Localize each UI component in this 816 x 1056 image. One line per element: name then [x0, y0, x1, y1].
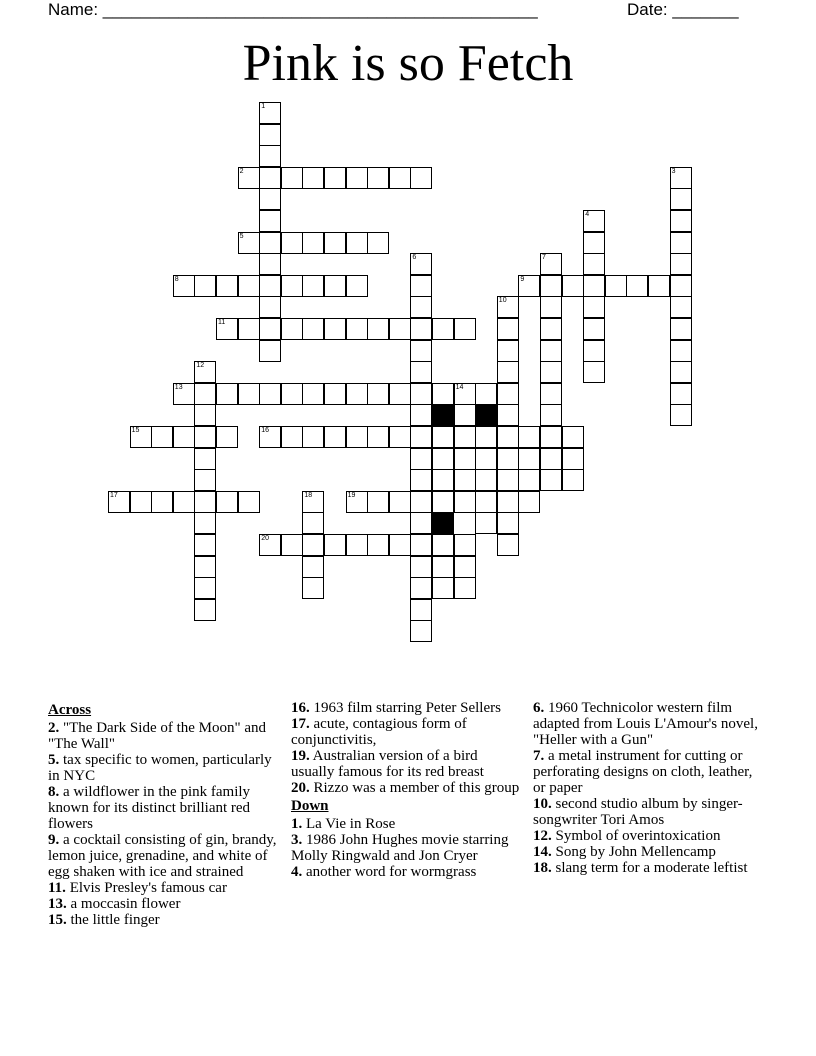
grid-cell[interactable] [216, 318, 238, 340]
grid-cell[interactable] [670, 340, 692, 362]
clue-text: Symbol of overintoxication [551, 828, 721, 844]
grid-cell[interactable] [151, 491, 173, 513]
grid-cell[interactable] [281, 275, 303, 297]
grid-cell[interactable] [432, 556, 454, 578]
grid-cell[interactable] [410, 556, 432, 578]
grid-cell[interactable] [281, 318, 303, 340]
grid-cell[interactable] [432, 534, 454, 556]
grid-cell[interactable] [324, 167, 346, 189]
clue [533, 860, 768, 876]
grid-cell[interactable] [497, 296, 519, 318]
clue-number-label: 11 [218, 319, 226, 326]
clue-text: La Vie in Rose [302, 816, 396, 832]
grid-cell[interactable] [281, 167, 303, 189]
clue-number-label: 16 [261, 427, 269, 434]
clue-number: 20. [291, 780, 310, 796]
grid-cell[interactable] [238, 318, 260, 340]
grid-cell[interactable] [497, 448, 519, 470]
grid-cell[interactable] [259, 426, 281, 448]
clue [291, 748, 521, 780]
clue-column-1 [48, 700, 278, 928]
grid-cell[interactable] [410, 167, 432, 189]
clue-number: 3. [291, 832, 303, 848]
grid-cell[interactable] [670, 318, 692, 340]
grid-cell[interactable] [302, 232, 324, 254]
grid-cell[interactable] [173, 383, 195, 405]
clue-text: Australian version of a bird usually famous for its red breast [291, 748, 484, 780]
grid-cell[interactable] [540, 296, 562, 318]
grid-cell[interactable] [410, 534, 432, 556]
clue-number: 15. [48, 912, 67, 928]
grid-cell[interactable] [497, 404, 519, 426]
grid-cell[interactable] [302, 512, 324, 534]
grid-cell[interactable] [259, 102, 281, 124]
grid-cell[interactable] [540, 318, 562, 340]
grid-cell[interactable] [216, 426, 238, 448]
clue-text: Rizzo was a member of this group [309, 780, 520, 796]
clue-number: 11. [48, 880, 66, 896]
grid-cell[interactable] [540, 448, 562, 470]
grid-cell[interactable] [540, 253, 562, 275]
clue-number-label: 6 [412, 254, 417, 262]
grid-cell[interactable] [454, 491, 476, 513]
clue-number-label: 18 [304, 491, 313, 499]
clue [48, 912, 278, 928]
clue-number-label: 9 [520, 275, 525, 283]
grid-cell[interactable] [173, 275, 195, 297]
grid-cell[interactable] [410, 296, 432, 318]
clue-text: second studio album by singer-songwriter Tori Amos [533, 796, 743, 828]
grid-cell[interactable] [540, 340, 562, 362]
grid-cell[interactable] [670, 188, 692, 210]
clue [48, 784, 278, 832]
grid-cell[interactable] [410, 340, 432, 362]
clue-number-label: 3 [671, 167, 676, 175]
clue-number-label: 10 [498, 297, 507, 305]
grid-cell[interactable] [238, 275, 260, 297]
grid-cell[interactable] [302, 534, 324, 556]
grid-cell[interactable] [410, 577, 432, 599]
grid-cell[interactable] [194, 383, 216, 405]
grid-cell[interactable] [518, 491, 540, 513]
grid-cell[interactable] [410, 512, 432, 534]
grid-cell[interactable] [194, 491, 216, 513]
grid-cell[interactable] [583, 361, 605, 383]
grid-cell[interactable] [605, 275, 627, 297]
grid-cell[interactable] [259, 232, 281, 254]
grid-cell[interactable] [302, 426, 324, 448]
grid-cell[interactable] [302, 383, 324, 405]
grid-cell[interactable] [324, 232, 346, 254]
grid-cell[interactable] [259, 340, 281, 362]
grid-cell[interactable] [410, 426, 432, 448]
clue-text: a moccasin flower [66, 896, 181, 912]
clue-number: 13. [48, 896, 67, 912]
grid-cell[interactable] [454, 383, 476, 405]
down-clue-list-continued [533, 700, 768, 876]
grid-cell[interactable] [259, 318, 281, 340]
grid-cell[interactable] [194, 556, 216, 578]
clue-text: Song by John Mellencamp [551, 844, 716, 860]
clue [533, 748, 768, 796]
clue-number: 8. [48, 784, 60, 800]
clue [291, 780, 521, 796]
clue-number: 5. [48, 752, 60, 768]
grid-cell[interactable] [432, 491, 454, 513]
clue-number-label: 2 [239, 167, 244, 175]
grid-cell[interactable] [410, 469, 432, 491]
clue-number: 10. [533, 796, 552, 812]
clue-text: tax specific to women, particularly in NYC [48, 752, 272, 784]
grid-cell[interactable] [475, 512, 497, 534]
grid-cell[interactable] [497, 340, 519, 362]
grid-cell[interactable] [389, 534, 411, 556]
grid-cell[interactable] [151, 426, 173, 448]
clue-column-2 [291, 700, 521, 880]
clue-number-label: 19 [347, 491, 356, 499]
grid-cell[interactable] [432, 577, 454, 599]
clue-text: slang term for a moderate leftist [551, 860, 748, 876]
grid-cell[interactable] [259, 253, 281, 275]
grid-cell[interactable] [302, 167, 324, 189]
grid-cell[interactable] [194, 534, 216, 556]
grid-cell[interactable] [281, 383, 303, 405]
grid-cell[interactable] [626, 275, 648, 297]
clue-number-label: 7 [542, 254, 546, 262]
grid-cell[interactable] [389, 426, 411, 448]
grid-cell[interactable] [475, 469, 497, 491]
grid-cell[interactable] [389, 318, 411, 340]
grid-cell[interactable] [238, 167, 260, 189]
grid-cell[interactable] [454, 577, 476, 599]
grid-cell[interactable] [670, 296, 692, 318]
clue [48, 896, 278, 912]
grid-cell[interactable] [670, 253, 692, 275]
grid-cell[interactable] [130, 491, 152, 513]
clue-number: 18. [533, 860, 552, 876]
grid-cell[interactable] [432, 448, 454, 470]
grid-cell[interactable] [475, 491, 497, 513]
grid-cell[interactable] [259, 124, 281, 146]
grid-cell[interactable] [194, 448, 216, 470]
clue-text: the little finger [66, 912, 160, 928]
grid-cell[interactable] [410, 491, 432, 513]
grid-cell[interactable] [540, 383, 562, 405]
clue [48, 720, 278, 752]
grid-cell[interactable] [216, 275, 238, 297]
grid-cell[interactable] [346, 534, 368, 556]
grid-cell[interactable] [454, 404, 476, 426]
clue [48, 832, 278, 880]
grid-cell[interactable] [410, 318, 432, 340]
grid-cell[interactable] [281, 232, 303, 254]
clue-number-label: 4 [585, 211, 590, 218]
grid-cell[interactable] [259, 296, 281, 318]
grid-cell[interactable] [259, 210, 281, 232]
grid-cell[interactable] [475, 448, 497, 470]
grid-cell[interactable] [670, 361, 692, 383]
clue-number-label: 12 [196, 362, 205, 370]
grid-cell[interactable] [497, 426, 519, 448]
across-clue-list-continued [291, 700, 521, 796]
grid-cell[interactable] [389, 491, 411, 513]
grid-cell[interactable] [173, 491, 195, 513]
clue-number-label: 13 [174, 383, 183, 391]
clue-number: 7. [533, 748, 545, 764]
grid-cell[interactable] [518, 448, 540, 470]
clue-text: "The Dark Side of the Moon" and "The Wall" [48, 720, 267, 752]
clue [533, 828, 768, 844]
grid-cell[interactable] [194, 512, 216, 534]
grid-cell[interactable] [281, 534, 303, 556]
across-clue-list [48, 720, 278, 928]
clue [291, 864, 521, 880]
grid-cell[interactable] [518, 469, 540, 491]
grid-cell[interactable] [367, 383, 389, 405]
clue-number-label: 1 [261, 103, 266, 110]
grid-cell[interactable] [410, 620, 432, 642]
clue-text: a metal instrument for cutting or perforating designs on cloth, leather, or paper [533, 748, 753, 796]
grid-cell[interactable] [497, 491, 519, 513]
grid-cell[interactable] [540, 275, 562, 297]
across-heading: Across [48, 702, 92, 718]
grid-cell[interactable] [475, 426, 497, 448]
clue-number-label: 17 [110, 491, 118, 499]
grid-cell[interactable] [346, 167, 368, 189]
grid-cell[interactable] [454, 534, 476, 556]
grid-cell[interactable] [194, 426, 216, 448]
grid-cell[interactable] [302, 275, 324, 297]
date-field-label: Date: _______ [627, 0, 739, 19]
clue [291, 700, 521, 716]
clue-number: 2. [48, 720, 60, 736]
grid-cell[interactable] [302, 491, 324, 513]
grid-cell[interactable] [648, 275, 670, 297]
clue-number-label: 14 [455, 383, 464, 391]
grid-cell[interactable] [475, 383, 497, 405]
grid-cell[interactable] [389, 383, 411, 405]
black-square [432, 512, 454, 534]
grid-cell[interactable] [194, 361, 216, 383]
grid-cell[interactable] [454, 448, 476, 470]
grid-cell[interactable] [497, 361, 519, 383]
clue-text: a cocktail consisting of gin, brandy, lemon juice, grenadine, and white of egg shaken with ice and strained [48, 832, 277, 880]
grid-cell[interactable] [410, 253, 432, 275]
grid-cell[interactable] [497, 534, 519, 556]
grid-cell[interactable] [346, 275, 368, 297]
grid-cell[interactable] [583, 232, 605, 254]
grid-cell[interactable] [497, 318, 519, 340]
grid-cell[interactable] [346, 383, 368, 405]
grid-cell[interactable] [259, 534, 281, 556]
grid-cell[interactable] [194, 577, 216, 599]
clue [533, 796, 768, 828]
grid-cell[interactable] [259, 145, 281, 167]
clue [291, 832, 521, 864]
grid-cell[interactable] [259, 275, 281, 297]
grid-cell[interactable] [238, 232, 260, 254]
clue-number-label: 15 [131, 427, 140, 434]
grid-cell[interactable] [346, 232, 368, 254]
clue-number: 16. [291, 700, 310, 716]
grid-cell[interactable] [540, 361, 562, 383]
clue-number: 19. [291, 748, 310, 764]
grid-cell[interactable] [432, 318, 454, 340]
grid-cell[interactable] [583, 253, 605, 275]
grid-cell[interactable] [367, 318, 389, 340]
grid-cell[interactable] [302, 556, 324, 578]
black-square [432, 404, 454, 426]
clue-number: 4. [291, 864, 303, 880]
grid-cell[interactable] [346, 426, 368, 448]
grid-cell[interactable] [518, 275, 540, 297]
grid-cell[interactable] [324, 318, 346, 340]
grid-cell[interactable] [324, 534, 346, 556]
clue-number: 17. [291, 716, 310, 732]
grid-cell[interactable] [583, 296, 605, 318]
clue [291, 716, 521, 748]
grid-cell[interactable] [216, 383, 238, 405]
grid-cell[interactable] [540, 469, 562, 491]
clue [533, 844, 768, 860]
clue-number: 6. [533, 700, 545, 716]
grid-cell[interactable] [562, 448, 584, 470]
grid-cell[interactable] [583, 210, 605, 232]
grid-cell[interactable] [583, 340, 605, 362]
grid-cell[interactable] [194, 469, 216, 491]
clue-text: Elvis Presley's famous car [65, 880, 227, 896]
grid-cell[interactable] [173, 426, 195, 448]
grid-cell[interactable] [216, 491, 238, 513]
grid-cell[interactable] [194, 404, 216, 426]
grid-cell[interactable] [194, 275, 216, 297]
name-field-label: Name: ______________________________________________ [48, 0, 538, 19]
grid-cell[interactable] [238, 491, 260, 513]
grid-cell[interactable] [259, 383, 281, 405]
clue-text: 1986 John Hughes movie starring Molly Ringwald and Jon Cryer [291, 832, 509, 864]
grid-cell[interactable] [454, 426, 476, 448]
grid-cell[interactable] [432, 469, 454, 491]
grid-cell[interactable] [389, 167, 411, 189]
grid-cell[interactable] [670, 167, 692, 189]
clue-number-label: 5 [239, 232, 244, 240]
clue-text: 1960 Technicolor western film adapted from Louis L'Amour's novel, "Heller with a Gun" [533, 700, 758, 748]
clue-text: acute, contagious form of conjunctivitis, [291, 716, 467, 748]
clue-number: 14. [533, 844, 552, 860]
grid-cell[interactable] [497, 512, 519, 534]
grid-cell[interactable] [410, 404, 432, 426]
grid-cell[interactable] [346, 491, 368, 513]
grid-cell[interactable] [670, 275, 692, 297]
clue [48, 880, 278, 896]
grid-cell[interactable] [562, 426, 584, 448]
clue-number: 9. [48, 832, 60, 848]
grid-cell[interactable] [454, 318, 476, 340]
grid-cell[interactable] [367, 426, 389, 448]
grid-cell[interactable] [130, 426, 152, 448]
clue-column-3 [533, 700, 768, 876]
grid-cell[interactable] [410, 383, 432, 405]
grid-cell[interactable] [367, 534, 389, 556]
grid-cell[interactable] [454, 469, 476, 491]
grid-cell[interactable] [583, 275, 605, 297]
grid-cell[interactable] [670, 232, 692, 254]
grid-cell[interactable] [324, 426, 346, 448]
grid-cell[interactable] [302, 318, 324, 340]
grid-cell[interactable] [540, 426, 562, 448]
clue-text: another word for wormgrass [302, 864, 477, 880]
grid-cell[interactable] [454, 556, 476, 578]
grid-cell[interactable] [540, 404, 562, 426]
grid-cell[interactable] [281, 426, 303, 448]
grid-cell[interactable] [194, 599, 216, 621]
grid-cell[interactable] [324, 383, 346, 405]
grid-cell[interactable] [302, 577, 324, 599]
clue-number-label: 8 [174, 275, 179, 283]
grid-cell[interactable] [346, 318, 368, 340]
grid-cell[interactable] [259, 188, 281, 210]
clue [48, 752, 278, 784]
grid-cell[interactable] [670, 404, 692, 426]
grid-cell[interactable] [259, 167, 281, 189]
clue-text: a wildflower in the pink family known for its distinct brilliant red flowers [48, 784, 251, 832]
grid-cell[interactable] [518, 426, 540, 448]
grid-cell[interactable] [497, 383, 519, 405]
grid-cell[interactable] [497, 469, 519, 491]
grid-cell[interactable] [562, 275, 584, 297]
grid-cell[interactable] [367, 232, 389, 254]
grid-cell[interactable] [410, 361, 432, 383]
grid-cell[interactable] [583, 318, 605, 340]
grid-cell[interactable] [670, 383, 692, 405]
grid-cell[interactable] [108, 491, 130, 513]
down-heading: Down [291, 798, 329, 814]
clue-number-label: 20 [261, 535, 269, 542]
down-clue-list [291, 816, 521, 880]
grid-cell[interactable] [324, 275, 346, 297]
grid-cell[interactable] [432, 383, 454, 405]
grid-cell[interactable] [367, 167, 389, 189]
black-square [475, 404, 497, 426]
grid-cell[interactable] [410, 275, 432, 297]
grid-cell[interactable] [432, 426, 454, 448]
clue-text: 1963 film starring Peter Sellers [309, 700, 501, 716]
clue-number: 1. [291, 816, 303, 832]
clue-number: 12. [533, 828, 552, 844]
grid-cell[interactable] [410, 448, 432, 470]
clue [291, 816, 521, 832]
grid-cell[interactable] [238, 383, 260, 405]
puzzle-title: Pink is so Fetch [242, 35, 574, 92]
clue [533, 700, 768, 748]
grid-cell[interactable] [670, 210, 692, 232]
grid-cell[interactable] [410, 599, 432, 621]
grid-cell[interactable] [562, 469, 584, 491]
grid-cell[interactable] [367, 491, 389, 513]
